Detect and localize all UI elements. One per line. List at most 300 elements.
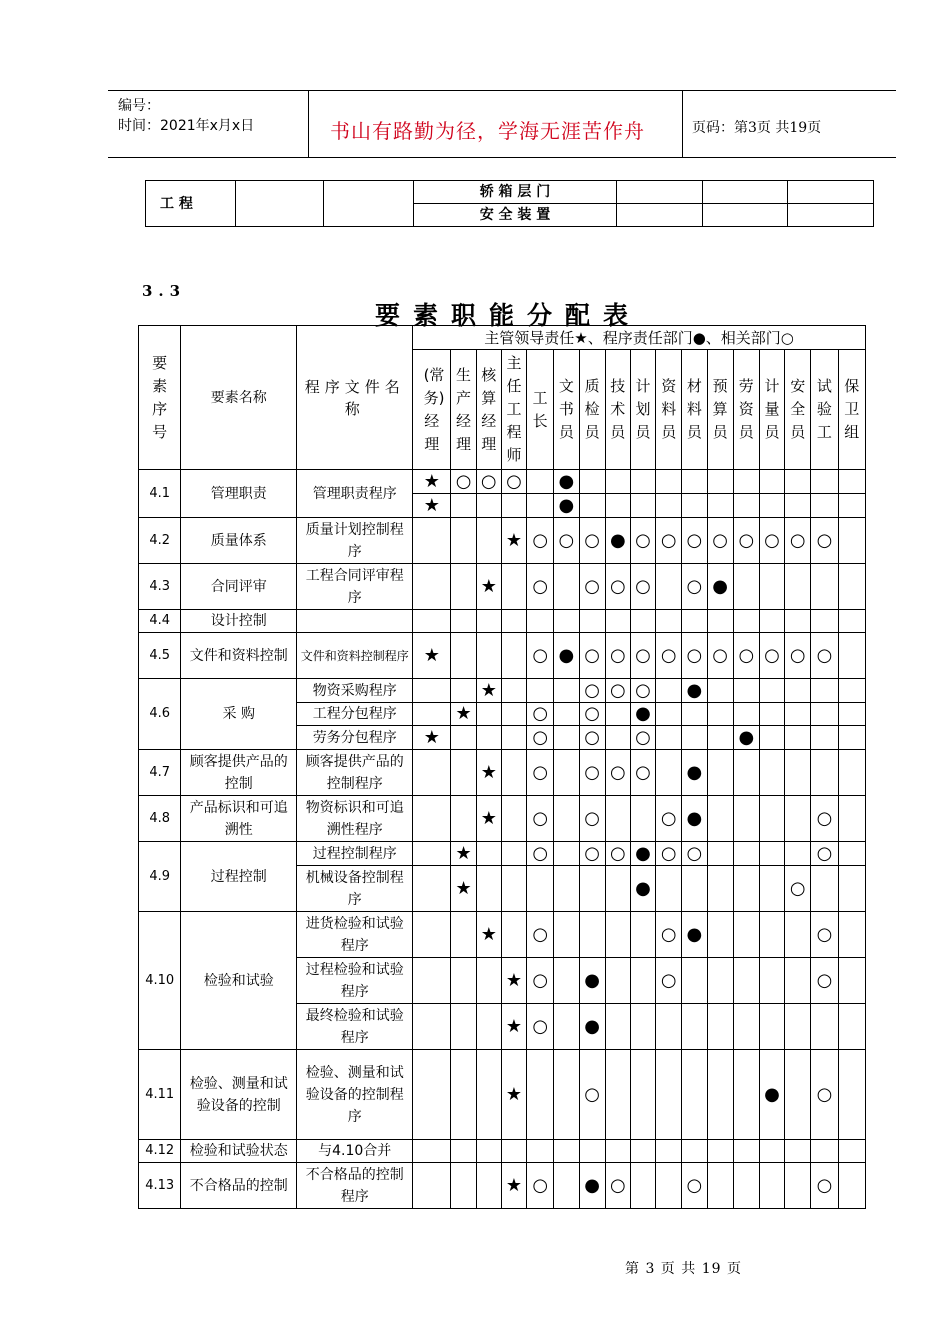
- role-header: 保卫组: [838, 350, 865, 470]
- responsibility-mark: ★: [501, 518, 526, 564]
- responsibility-mark: ○: [579, 703, 605, 726]
- responsibility-mark: ★: [501, 1004, 526, 1050]
- responsibility-mark: [707, 866, 733, 912]
- engineering-item-1: 轿 箱 层 门: [414, 181, 617, 204]
- responsibility-mark: [451, 610, 476, 633]
- element-name: 采 购: [181, 679, 297, 750]
- responsibility-mark: [838, 912, 865, 958]
- responsibility-mark: [707, 842, 733, 866]
- responsibility-mark: ●: [630, 703, 655, 726]
- doc-time-label: 时间：2021年x月x日: [118, 118, 255, 134]
- responsibility-mark: ●: [682, 679, 707, 703]
- responsibility-mark: [838, 703, 865, 726]
- responsibility-mark: ○: [579, 796, 605, 842]
- responsibility-mark: [838, 564, 865, 610]
- procedure-name: [297, 610, 413, 633]
- responsibility-mark: ★: [451, 703, 476, 726]
- role-header: 计量员: [759, 350, 784, 470]
- procedure-name: 劳务分包程序: [297, 726, 413, 750]
- responsibility-mark: ○: [656, 518, 682, 564]
- table-row: [139, 750, 866, 796]
- responsibility-mark: [501, 564, 526, 610]
- head-seq: 要素序号: [139, 326, 181, 470]
- table-row: [139, 610, 866, 633]
- role-header: 工长: [527, 350, 554, 470]
- procedure-name: 工程合同评审程序: [297, 564, 413, 610]
- element-name: 检验和试验状态: [181, 1140, 297, 1163]
- responsibility-mark: [501, 796, 526, 842]
- responsibility-mark: [707, 1163, 733, 1209]
- responsibility-mark: [759, 564, 784, 610]
- responsibility-mark: [605, 726, 630, 750]
- responsibility-mark: ○: [811, 518, 838, 564]
- responsibility-mark: [501, 703, 526, 726]
- responsibility-mark: [811, 726, 838, 750]
- procedure-name: 管理职责程序: [297, 470, 413, 518]
- role-header: (常务)经理: [413, 350, 451, 470]
- responsibility-mark: [707, 494, 733, 518]
- responsibility-mark: [630, 1004, 655, 1050]
- responsibility-mark: [554, 610, 579, 633]
- responsibility-mark: [605, 912, 630, 958]
- procedure-name: 物资采购程序: [297, 679, 413, 703]
- procedure-name: 物资标识和可追溯性程序: [297, 796, 413, 842]
- procedure-name: 检验、测量和试验设备的控制程序: [297, 1050, 413, 1140]
- responsibility-mark: [707, 750, 733, 796]
- responsibility-mark: [451, 1140, 476, 1163]
- responsibility-mark: [759, 726, 784, 750]
- table-title: 要素职能分配表: [375, 301, 642, 330]
- responsibility-mark: [656, 866, 682, 912]
- responsibility-mark: ○: [811, 633, 838, 679]
- responsibility-mark: [413, 866, 451, 912]
- responsibility-mark: [733, 750, 759, 796]
- responsibility-mark: [413, 703, 451, 726]
- responsibility-mark: [527, 866, 554, 912]
- responsibility-mark: [838, 518, 865, 564]
- responsibility-mark: [579, 1140, 605, 1163]
- responsibility-mark: [707, 1004, 733, 1050]
- responsibility-mark: [656, 1050, 682, 1140]
- responsibility-mark: ○: [682, 518, 707, 564]
- responsibility-mark: [811, 494, 838, 518]
- responsibility-mark: [785, 796, 811, 842]
- responsibility-mark: [785, 494, 811, 518]
- legend: 主管领导责任★、程序责任部门●、相关部门○: [413, 326, 866, 350]
- responsibility-mark: [554, 750, 579, 796]
- responsibility-mark: [656, 564, 682, 610]
- responsibility-mark: [785, 1050, 811, 1140]
- role-header: 材料员: [682, 350, 707, 470]
- responsibility-mark: [413, 750, 451, 796]
- header-divider-right: [682, 90, 683, 158]
- responsibility-mark: [707, 912, 733, 958]
- responsibility-mark: ○: [527, 958, 554, 1004]
- responsibility-mark: [682, 470, 707, 494]
- responsibility-mark: [785, 1004, 811, 1050]
- responsibility-mark: [501, 750, 526, 796]
- responsibility-mark: [630, 494, 655, 518]
- responsibility-mark: ★: [413, 726, 451, 750]
- responsibility-mark: ○: [811, 796, 838, 842]
- responsibility-mark: [785, 1140, 811, 1163]
- element-seq: 4.13: [139, 1163, 181, 1209]
- responsibility-mark: ○: [811, 958, 838, 1004]
- responsibility-mark: ○: [759, 633, 784, 679]
- responsibility-mark: [759, 679, 784, 703]
- responsibility-mark: [733, 470, 759, 494]
- responsibility-mark: [838, 1163, 865, 1209]
- element-name: 管理职责: [181, 470, 297, 518]
- responsibility-mark: [476, 1004, 501, 1050]
- responsibility-mark: ○: [527, 633, 554, 679]
- header-divider-left: [308, 90, 309, 158]
- responsibility-mark: ○: [656, 633, 682, 679]
- responsibility-mark: ○: [707, 633, 733, 679]
- responsibility-mark: ○: [605, 633, 630, 679]
- responsibility-mark: [707, 610, 733, 633]
- responsibility-mark: [476, 610, 501, 633]
- responsibility-mark: ●: [682, 750, 707, 796]
- responsibility-mark: ★: [451, 866, 476, 912]
- responsibility-mark: [759, 750, 784, 796]
- responsibility-mark: ○: [630, 679, 655, 703]
- responsibility-mark: [501, 679, 526, 703]
- element-seq: 4.6: [139, 679, 181, 750]
- responsibility-mark: ●: [630, 842, 655, 866]
- table-row: [139, 1140, 866, 1163]
- responsibility-mark: [413, 679, 451, 703]
- responsibility-mark: [476, 1050, 501, 1140]
- responsibility-mark: ○: [785, 866, 811, 912]
- responsibility-mark: [554, 1140, 579, 1163]
- responsibility-mark: ○: [605, 679, 630, 703]
- responsibility-mark: [707, 958, 733, 1004]
- element-name: 合同评审: [181, 564, 297, 610]
- responsibility-mark: ○: [605, 564, 630, 610]
- responsibility-mark: ○: [579, 564, 605, 610]
- element-seq: 4.5: [139, 633, 181, 679]
- responsibility-mark: [838, 1140, 865, 1163]
- responsibility-mark: ★: [501, 1050, 526, 1140]
- responsibility-mark: [451, 564, 476, 610]
- doc-number-label: 编号：: [118, 98, 160, 114]
- responsibility-mark: [811, 679, 838, 703]
- element-name: 检验和试验: [181, 912, 297, 1050]
- responsibility-mark: ○: [579, 842, 605, 866]
- procedure-name: 不合格品的控制程序: [297, 1163, 413, 1209]
- engineering-table: [145, 180, 874, 227]
- responsibility-mark: [501, 633, 526, 679]
- responsibility-mark: [838, 726, 865, 750]
- responsibility-mark: ●: [682, 796, 707, 842]
- responsibility-mark: [476, 726, 501, 750]
- responsibility-mark: [476, 1140, 501, 1163]
- responsibility-mark: [451, 1163, 476, 1209]
- responsibility-mark: [527, 1140, 554, 1163]
- responsibility-mark: [451, 518, 476, 564]
- responsibility-mark: [451, 494, 476, 518]
- responsibility-mark: [476, 1163, 501, 1209]
- responsibility-mark: [527, 1050, 554, 1140]
- responsibility-mark: ★: [501, 1163, 526, 1209]
- responsibility-mark: [656, 494, 682, 518]
- responsibility-mark: ○: [733, 633, 759, 679]
- responsibility-mark: [579, 610, 605, 633]
- responsibility-mark: [413, 796, 451, 842]
- responsibility-mark: [682, 866, 707, 912]
- responsibility-mark: [759, 610, 784, 633]
- responsibility-mark: [501, 494, 526, 518]
- responsibility-mark: [413, 610, 451, 633]
- responsibility-mark: [785, 470, 811, 494]
- responsibility-mark: [838, 633, 865, 679]
- element-seq: 4.8: [139, 796, 181, 842]
- responsibility-mark: [527, 470, 554, 494]
- element-seq: 4.2: [139, 518, 181, 564]
- responsibility-mark: [682, 494, 707, 518]
- responsibility-mark: [605, 1140, 630, 1163]
- responsibility-mark: [785, 610, 811, 633]
- responsibility-mark: [630, 1050, 655, 1140]
- procedure-name: 工程分包程序: [297, 703, 413, 726]
- role-header: 安全员: [785, 350, 811, 470]
- procedure-name: 过程控制程序: [297, 842, 413, 866]
- responsibility-mark: ●: [733, 726, 759, 750]
- responsibility-mark: [501, 842, 526, 866]
- responsibility-mark: [413, 1004, 451, 1050]
- procedure-name: 进货检验和试验程序: [297, 912, 413, 958]
- responsibility-mark: ○: [527, 796, 554, 842]
- responsibility-mark: ○: [527, 564, 554, 610]
- responsibility-mark: ○: [476, 470, 501, 494]
- responsibility-mark: [733, 610, 759, 633]
- responsibility-mark: ○: [682, 1163, 707, 1209]
- responsibility-mark: ●: [579, 1163, 605, 1209]
- responsibility-mark: ○: [579, 750, 605, 796]
- responsibility-mark: [733, 564, 759, 610]
- role-header: 生产经理: [451, 350, 476, 470]
- responsibility-mark: [554, 912, 579, 958]
- element-name: 设计控制: [181, 610, 297, 633]
- procedure-name: 顾客提供产品的控制程序: [297, 750, 413, 796]
- responsibility-mark: [579, 912, 605, 958]
- responsibility-mark: [811, 564, 838, 610]
- responsibility-mark: [682, 610, 707, 633]
- responsibility-mark: [413, 912, 451, 958]
- responsibility-mark: [630, 1140, 655, 1163]
- responsibility-mark: [451, 633, 476, 679]
- responsibility-mark: [785, 679, 811, 703]
- function-allocation-table: [138, 325, 866, 1209]
- responsibility-mark: [554, 726, 579, 750]
- responsibility-mark: ○: [811, 912, 838, 958]
- responsibility-mark: [838, 1050, 865, 1140]
- responsibility-mark: ○: [579, 633, 605, 679]
- responsibility-mark: ●: [554, 633, 579, 679]
- procedure-name: 机械设备控制程序: [297, 866, 413, 912]
- responsibility-mark: [838, 470, 865, 494]
- responsibility-mark: [785, 842, 811, 866]
- responsibility-mark: ○: [811, 842, 838, 866]
- responsibility-mark: [656, 470, 682, 494]
- responsibility-mark: ○: [579, 518, 605, 564]
- responsibility-mark: [785, 564, 811, 610]
- responsibility-mark: [451, 1004, 476, 1050]
- table-row: [139, 518, 866, 564]
- responsibility-mark: [656, 1140, 682, 1163]
- responsibility-mark: [811, 470, 838, 494]
- responsibility-mark: [838, 958, 865, 1004]
- responsibility-mark: [811, 866, 838, 912]
- responsibility-mark: [733, 866, 759, 912]
- element-seq: 4.10: [139, 912, 181, 1050]
- responsibility-mark: [476, 842, 501, 866]
- responsibility-mark: [476, 494, 501, 518]
- role-header: 试验工: [811, 350, 838, 470]
- responsibility-mark: [733, 958, 759, 1004]
- element-seq: 4.12: [139, 1140, 181, 1163]
- engineering-label: 工 程: [146, 181, 236, 227]
- responsibility-mark: ★: [476, 750, 501, 796]
- responsibility-mark: [476, 633, 501, 679]
- responsibility-mark: ★: [413, 494, 451, 518]
- head-proc: 程序文件名称: [297, 326, 413, 470]
- responsibility-mark: ○: [733, 518, 759, 564]
- table-row: [139, 470, 866, 494]
- responsibility-mark: [733, 912, 759, 958]
- responsibility-mark: ●: [707, 564, 733, 610]
- role-header: 计划员: [630, 350, 655, 470]
- role-header: 技术员: [605, 350, 630, 470]
- responsibility-mark: ○: [630, 633, 655, 679]
- responsibility-mark: [759, 796, 784, 842]
- element-name: 过程控制: [181, 842, 297, 912]
- role-header: 文书员: [554, 350, 579, 470]
- responsibility-mark: [838, 866, 865, 912]
- responsibility-mark: ○: [630, 750, 655, 796]
- responsibility-mark: [476, 866, 501, 912]
- section-number: 3.3: [142, 282, 187, 300]
- responsibility-mark: [785, 1163, 811, 1209]
- responsibility-mark: [413, 842, 451, 866]
- role-header: 资料员: [656, 350, 682, 470]
- element-name: 文件和资料控制: [181, 633, 297, 679]
- responsibility-mark: [838, 796, 865, 842]
- role-header: 主任工程师: [501, 350, 526, 470]
- responsibility-mark: [759, 958, 784, 1004]
- responsibility-mark: [630, 958, 655, 1004]
- table-row: [139, 564, 866, 610]
- responsibility-mark: [413, 564, 451, 610]
- responsibility-mark: [501, 912, 526, 958]
- responsibility-mark: ○: [554, 518, 579, 564]
- responsibility-mark: ○: [527, 912, 554, 958]
- responsibility-mark: [682, 1140, 707, 1163]
- responsibility-mark: ○: [527, 726, 554, 750]
- responsibility-mark: ○: [605, 1163, 630, 1209]
- responsibility-mark: [554, 1050, 579, 1140]
- responsibility-mark: ○: [707, 518, 733, 564]
- responsibility-mark: [605, 958, 630, 1004]
- engineering-item-2: 安 全 装 置: [414, 204, 617, 227]
- responsibility-mark: [759, 842, 784, 866]
- responsibility-mark: ○: [527, 703, 554, 726]
- responsibility-mark: ○: [451, 470, 476, 494]
- responsibility-mark: [554, 796, 579, 842]
- responsibility-mark: ○: [527, 1163, 554, 1209]
- responsibility-mark: [656, 1004, 682, 1050]
- responsibility-mark: ○: [579, 679, 605, 703]
- responsibility-mark: [759, 1140, 784, 1163]
- procedure-name: 质量计划控制程序: [297, 518, 413, 564]
- responsibility-mark: [733, 1050, 759, 1140]
- responsibility-mark: [527, 679, 554, 703]
- responsibility-mark: [413, 1140, 451, 1163]
- responsibility-mark: [501, 726, 526, 750]
- responsibility-mark: [605, 470, 630, 494]
- header-motto: 书山有路勤为径，学海无涯苦作舟: [330, 119, 645, 143]
- table-row: [139, 1050, 866, 1140]
- role-header: 劳资员: [733, 350, 759, 470]
- responsibility-mark: [838, 679, 865, 703]
- responsibility-mark: [554, 842, 579, 866]
- responsibility-mark: [605, 610, 630, 633]
- responsibility-mark: [451, 679, 476, 703]
- responsibility-mark: [785, 703, 811, 726]
- responsibility-mark: [451, 958, 476, 1004]
- responsibility-mark: ○: [811, 1050, 838, 1140]
- responsibility-mark: [605, 1050, 630, 1140]
- responsibility-mark: ○: [682, 842, 707, 866]
- responsibility-mark: [451, 750, 476, 796]
- responsibility-mark: [733, 796, 759, 842]
- responsibility-mark: [733, 1140, 759, 1163]
- element-seq: 4.1: [139, 470, 181, 518]
- responsibility-mark: [630, 610, 655, 633]
- responsibility-mark: [630, 912, 655, 958]
- responsibility-mark: [785, 726, 811, 750]
- responsibility-mark: [656, 726, 682, 750]
- responsibility-mark: [759, 912, 784, 958]
- responsibility-mark: ★: [476, 564, 501, 610]
- responsibility-mark: [811, 1004, 838, 1050]
- responsibility-mark: [838, 1004, 865, 1050]
- responsibility-mark: [656, 703, 682, 726]
- responsibility-mark: ●: [554, 494, 579, 518]
- responsibility-mark: ●: [605, 518, 630, 564]
- responsibility-mark: [811, 750, 838, 796]
- responsibility-mark: [656, 1163, 682, 1209]
- responsibility-mark: [413, 518, 451, 564]
- responsibility-mark: [785, 912, 811, 958]
- responsibility-mark: [630, 470, 655, 494]
- responsibility-mark: [579, 470, 605, 494]
- responsibility-mark: [759, 1163, 784, 1209]
- responsibility-mark: ○: [656, 796, 682, 842]
- responsibility-mark: [733, 494, 759, 518]
- responsibility-mark: ○: [527, 518, 554, 564]
- responsibility-mark: [682, 1004, 707, 1050]
- responsibility-mark: [554, 703, 579, 726]
- responsibility-mark: [501, 1140, 526, 1163]
- table-row: [139, 842, 866, 866]
- responsibility-mark: [707, 796, 733, 842]
- responsibility-mark: [785, 750, 811, 796]
- responsibility-mark: [733, 1163, 759, 1209]
- responsibility-mark: ○: [605, 750, 630, 796]
- procedure-name: 与4.10合并: [297, 1140, 413, 1163]
